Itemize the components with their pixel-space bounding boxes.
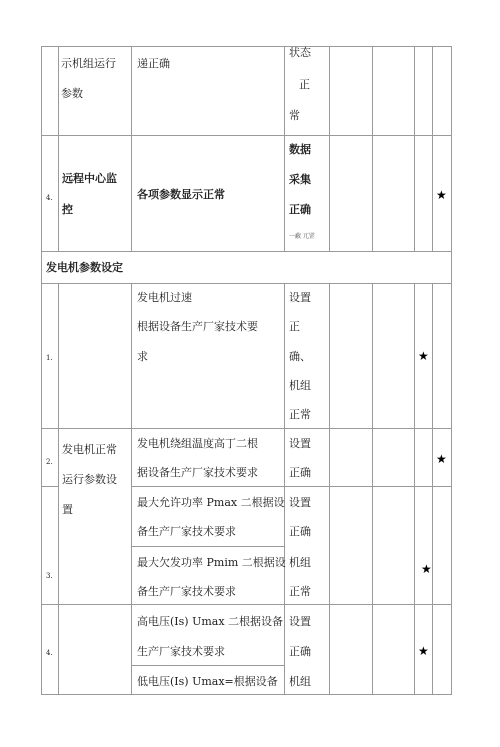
row-number: 4. [46, 194, 53, 202]
star-mark: ★ [436, 188, 447, 202]
status-text: 设置 [289, 291, 311, 304]
col-divider [284, 46, 285, 252]
star-mark: ★ [418, 644, 429, 658]
row-number: 4. [46, 649, 53, 657]
status-text: 正确 [289, 466, 311, 479]
col-divider [131, 46, 132, 252]
col-divider [58, 46, 59, 252]
row-divider [41, 135, 451, 136]
col-divider [58, 283, 59, 695]
section-title: 发电机参数设定 [46, 261, 123, 274]
item-text: 参数 [61, 87, 83, 100]
requirement-text: 各项参数显示正常 [137, 188, 225, 201]
row-divider [131, 546, 284, 547]
requirement-text: 递正确 [137, 57, 170, 70]
status-text: 采集 [289, 173, 311, 186]
row-divider [41, 428, 451, 429]
group-item-text: 发电机正常 [62, 443, 117, 456]
group-item-text: 运行参数设 [62, 473, 117, 486]
status-text: 常 [289, 109, 300, 122]
status-text: 状态 [289, 46, 311, 59]
requirement-text: 备生产厂家技术要求 [137, 585, 236, 598]
status-text: 确、 [289, 350, 311, 363]
status-text: 正常 [289, 585, 311, 598]
col-divider [372, 283, 373, 695]
star-mark: ★ [418, 349, 429, 363]
status-text: 正 [289, 320, 300, 333]
status-text: 正确 [289, 203, 311, 216]
status-text: 机组 [289, 675, 311, 688]
item-text: 示机组运行 [61, 57, 116, 70]
col-divider [372, 46, 373, 252]
star-mark: ★ [421, 562, 432, 576]
status-text: 正确 [289, 645, 311, 658]
requirement-text: 据设备生产厂家技术要求 [137, 466, 258, 479]
status-text: 正常 [289, 408, 311, 421]
status-text: 机组 [289, 379, 311, 392]
col-divider [414, 283, 415, 695]
status-text: 机组 [289, 556, 311, 569]
requirement-text: 发电机过速 [137, 291, 192, 304]
table-border-left [41, 46, 42, 695]
table-border-right [451, 46, 452, 695]
status-text: 数据 [289, 143, 311, 156]
requirement-text: 生产厂家技术要求 [137, 645, 225, 658]
status-text: 设置 [289, 615, 311, 628]
row-number: 3. [46, 572, 53, 580]
col-divider [414, 46, 415, 252]
requirement-text: 备生产厂家技术要求 [137, 525, 236, 538]
requirement-text: 低电压(Is) Umax=根据设备 [137, 675, 278, 688]
requirement-text: 高电压(Is) Umax 二根据设备 [137, 615, 284, 628]
requirement-text: 最大欠发功率 Pmim 二根据设 [137, 556, 286, 569]
table-border-bottom [41, 694, 451, 695]
requirement-text: 求 [137, 350, 148, 363]
row-number: 2. [46, 458, 53, 466]
status-text: 正确 [289, 525, 311, 538]
col-divider [432, 283, 433, 695]
requirement-text: 根据设备生产厂家技术要 [137, 320, 258, 333]
row-divider [131, 665, 284, 666]
item-text: 控 [62, 203, 73, 216]
group-item-text: 置 [62, 503, 73, 516]
row-divider [41, 604, 451, 605]
requirement-text: 发电机绕组温度高丁二根 [137, 437, 258, 450]
col-divider [284, 283, 285, 695]
status-text: 设置 [289, 496, 311, 509]
status-note: 一蔽 兀罡 [289, 233, 315, 240]
table-border-top [41, 46, 451, 47]
row-divider [41, 486, 58, 487]
item-text: 远程中心监 [62, 172, 117, 185]
col-divider [432, 46, 433, 252]
row-divider [131, 486, 451, 487]
col-divider [329, 283, 330, 695]
row-number: 1. [46, 354, 53, 362]
status-text: 设置 [289, 437, 311, 450]
row-divider [41, 283, 451, 284]
col-divider [131, 283, 132, 695]
requirement-text: 最大允许功率 Pmax 二根据设 [137, 496, 285, 509]
star-mark: ★ [436, 452, 447, 466]
status-text: 正 [299, 78, 310, 91]
row-divider [41, 251, 451, 252]
col-divider [329, 46, 330, 252]
